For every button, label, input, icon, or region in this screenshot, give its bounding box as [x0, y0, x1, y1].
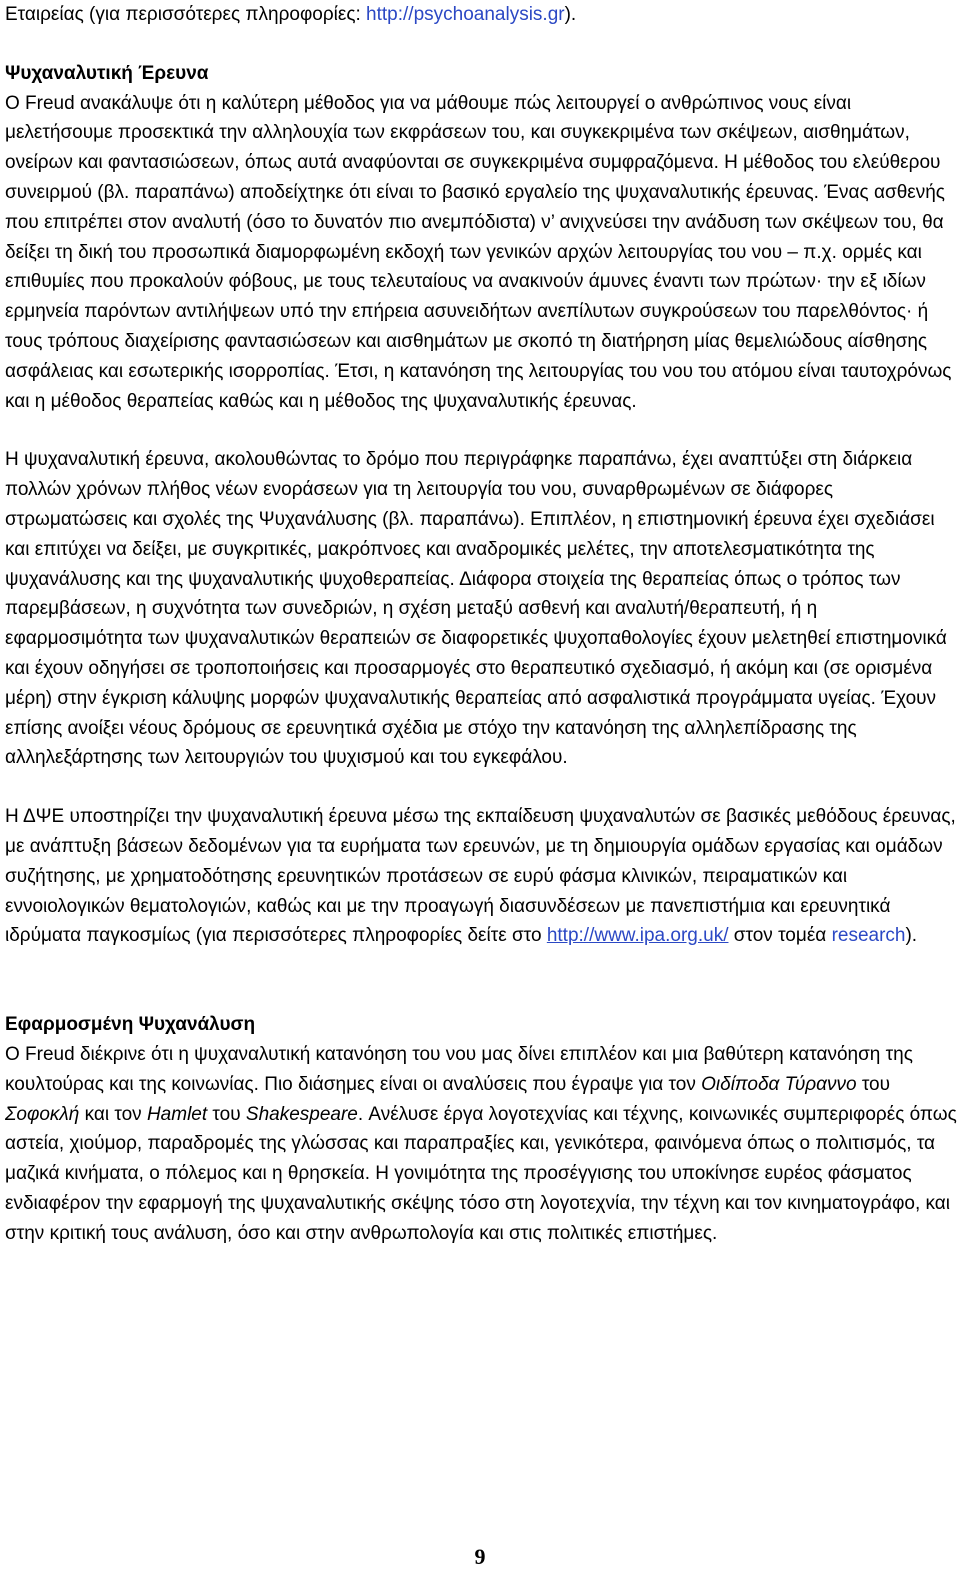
ipa-link[interactable]: http://www.ipa.org.uk/ — [546, 925, 729, 947]
research-paragraph-1: Ο Freud ανακάλυψε ότι η καλύτερη μέθοδος για να μάθουμε πώς λειτουργεί ο ανθρώπινος νους είναι μελετήσουμε προσεκτικά την αλληλουχία των εκφράσεων του, και συγκεκριμένα των σκέψεων, αισθημάτων, ονείρων και φαντασιώσεων, όπως αυτά αναφύονται σε συγκεκριμένα συμφραζόμενα. Η μέθοδος του ελεύθερου συνειρμού (βλ. παραπάνω) αποδείχτηκε ότι είναι το βασικό εργαλείο της ψυχαναλυτικής έρευνας. Ένας ασθενής που επιτρέπει στον αναλυτή (όσο το δυνατόν πιο ανεμπόδιστα) ν’ ανιχνεύσει την ανάδυση των σκέψεων του, θα δείξει τη δική του προσωπικά διαμορφωμένη εκδοχή των γενικών αρχών λειτουργίας του νου – π.χ. ορμές και επιθυμίες που προκαλούν φόβους, με τους τελευταίους να ανακινούν άμυνες έναντι των πρώτων· την εξ ιδίων ερμηνεία παρόντων αντιλήψεων υπό την επήρεια ασυνειδήτων ανεπίλυτων συγκρούσεων του παρελθόντος· ή τους τρόπους διαχείρισης φαντασιώσεων και αισθημάτων με σκοπό τη διατήρηση μίας θεμελιώδους αίσθησης ασφάλειας και εσωτερικής ισορροπίας. Έτσι, η κατανόηση της λειτουργίας του νου του ατόμου είναι ταυτοχρόνως και η μέθοδος θεραπείας καθώς και η μέθοδος της ψυχαναλυτικής έρευνας. — [5, 92, 952, 412]
page-number: 9 — [474, 1544, 486, 1569]
intro-continuation: Εταιρείας (για περισσότερες πληροφορίες: http://psychoanalysis.gr). — [5, 4, 577, 25]
research-paragraph-2: Η ψυχαναλυτική έρευνα, ακολουθώντας το δρόμο που περιγράφηκε παραπάνω, έχει αναπτύξει στη διάρκεια πολλών χρόνων πλήθος νέων ενοράσεων για τη λειτουργία του νου, συναρθρωμένων σε διάφορες στρωματώσεις και σχολές της Ψυχανάλυσης (βλ. παραπάνω). Επιπλέον, η επιστημονική έρευνα έχει σχεδιάσει και επιτύχει να δείξει, με συγκριτικές, μακρόπνοες και αναδρομικές μελέτες, την αποτελεσματικότητα της ψυχανάλυσης και της ψυχαναλυτικής ψυχοθεραπείας. Διάφορα στοιχεία της θεραπείας όπως ο τρόπος των παρεμβάσεων, η συχνότητα των συνεδριών, η σχέση μεταξύ ασθενή και αναλυτή/θεραπευτή, ή η εφαρμοσιμότητα των ψυχαναλυτικών θεραπειών σε διαφορετικές ψυχοπαθολογίες έχουν μελετηθεί επιστημονικά και έχουν οδηγήσει σε τροποποιήσεις και προσαρμογές στο θεραπευτικό σχεδιασμό, ή ακόμη και (σε ορισμένα μέρη) στην έγκριση κάλυψης μορφών ψυχαναλυτικής θεραπείας από ασφαλιστικά προγράμματα υγείας. Έχουν επίσης ανοίξει νέους δρόμους σε ερευνητικά σχέδια με στόχο την κατανόηση της αλληλεπίδρασης της αλληλεξάρτησης των λειτουργιών του ψυχισμού και του εγκεφάλου. — [5, 449, 947, 769]
research-paragraph-3: Η ΔΨΕ υποστηρίζει την ψυχαναλυτική έρευνα μέσω της εκπαίδευση ψυχαναλυτών σε βασικές μεθόδους έρευνας, με ανάπτυξη βάσεων δεδομένων για τα ευρήματα των ερευνών, με τη δημιουργία ομάδων εργασίας και ομάδων συζήτησης, με χρηματοδότησης ερευνητικών προτάσεων σε ευρύ φάσμα κλινικών, πειραματικών και εννοιολογικών θεματολογιών, καθώς και με την προαγωγή διασυνδέσεων με πανεπιστήμια και ερευνητικά ιδρύματα παγκοσμίως (για περισσότερες πληροφορίες δείτε στο http://www.ipa.org.uk/ στον τομέα research). — [5, 806, 956, 947]
sophocles-name: Σοφοκλή — [5, 1103, 80, 1125]
psychoanalysis-gr-link[interactable]: http://psychoanalysis.gr — [366, 4, 565, 25]
oedipus-title: Οιδίποδα Τύραννο — [701, 1073, 857, 1095]
document-page — [5, 0, 957, 1248]
shakespeare-name: Shakespeare — [245, 1103, 358, 1125]
hamlet-title: Hamlet — [146, 1103, 208, 1125]
applied-paragraph-1: Ο Freud διέκρινε ότι η ψυχαναλυτική κατανόηση του νου μας δίνει επιπλέον και μια βαθύτερη κατανόηση της κουλτούρας και της κοινωνίας. Πιο διάσημες είναι οι αναλύσεις που έγραψε για τον Οιδίποδα Τύραννο του Σοφοκλή και τον Hamlet του Shakespeare. Ανέλυσε έργα λογοτεχνίας και τέχνης, κοινωνικές συμπεριφορές όπως αστεία, χιούμορ, παραδρομές της γλώσσας και παραπραξίες και, γενικότερα, φαινόμενα όπως ο πολιτισμός, τα μαζικά κινήματα, ο πόλεμος και η θρησκεία. Η γονιμότητα της προσέγγισης του υποκίνησε ευρέος φάσματος ενδιαφέρον την εφαρμογή της ψυχαναλυτικής σκέψης τόσο στη λογοτεχνία, την τέχνη και τον κινηματογράφο, και στην κριτική τους ανάλυση, όσο και στην ανθρωπολογία και στις πολιτικές επιστήμες. — [5, 1043, 957, 1244]
section-heading-research: Ψυχαναλυτική Έρευνα — [5, 62, 209, 84]
research-link[interactable]: research — [831, 925, 906, 947]
section-heading-applied: Εφαρμοσμένη Ψυχανάλυση — [5, 1014, 256, 1036]
